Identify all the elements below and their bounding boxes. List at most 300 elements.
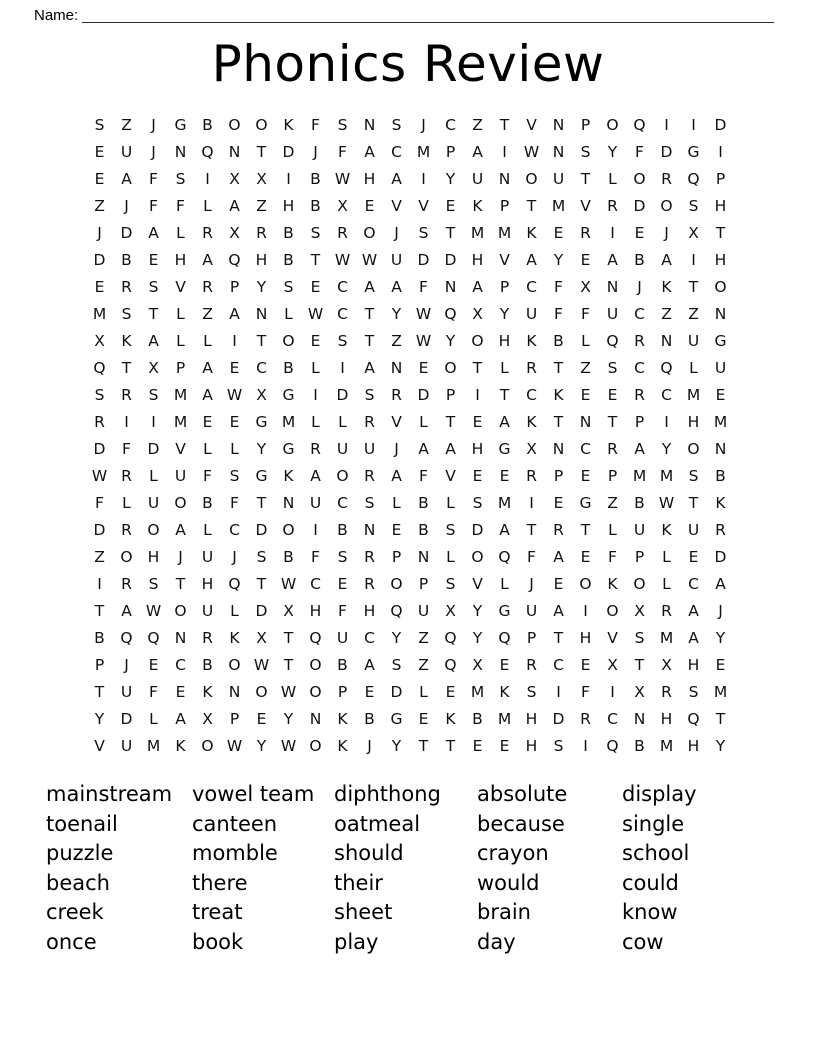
grid-letter[interactable]: J — [421, 116, 426, 134]
grid-letter[interactable]: P — [526, 629, 537, 647]
grid-letter[interactable]: K — [283, 116, 294, 134]
grid-letter[interactable]: V — [499, 251, 510, 269]
grid-letter[interactable]: R — [121, 467, 132, 485]
grid-letter[interactable]: R — [121, 575, 132, 593]
grid-letter[interactable]: N — [363, 521, 376, 539]
grid-letter[interactable]: J — [124, 197, 129, 215]
grid-letter[interactable]: H — [471, 440, 484, 458]
grid-letter[interactable]: P — [499, 197, 510, 215]
grid-letter[interactable]: D — [660, 143, 673, 161]
grid-letter[interactable]: R — [121, 521, 132, 539]
grid-letter[interactable]: X — [688, 224, 699, 242]
grid-letter[interactable]: W — [253, 656, 270, 674]
grid-letter[interactable]: Q — [390, 602, 403, 620]
grid-letter[interactable]: W — [307, 305, 324, 323]
name-write-in-line[interactable] — [82, 21, 774, 23]
grid-letter[interactable]: N — [390, 359, 403, 377]
grid-letter[interactable]: F — [95, 494, 104, 512]
grid-letter[interactable]: O — [120, 548, 133, 566]
grid-letter[interactable]: O — [633, 170, 646, 188]
grid-letter[interactable]: D — [714, 116, 727, 134]
grid-letter[interactable]: C — [553, 656, 564, 674]
grid-letter[interactable]: Y — [661, 440, 672, 458]
grid-letter[interactable]: I — [610, 683, 615, 701]
grid-letter[interactable]: H — [363, 170, 376, 188]
grid-letter[interactable]: J — [151, 143, 156, 161]
grid-letter[interactable]: V — [445, 467, 456, 485]
grid-letter[interactable]: R — [364, 575, 375, 593]
grid-letter[interactable]: N — [255, 305, 268, 323]
grid-letter[interactable]: C — [445, 116, 456, 134]
grid-letter[interactable]: E — [364, 197, 375, 215]
grid-letter[interactable]: O — [660, 197, 673, 215]
grid-letter[interactable]: E — [715, 656, 726, 674]
grid-letter[interactable]: S — [688, 197, 699, 215]
grid-letter[interactable]: Y — [607, 143, 618, 161]
grid-letter[interactable]: A — [121, 602, 132, 620]
word-bank-item[interactable]: cow — [622, 929, 664, 954]
grid-letter[interactable]: O — [606, 116, 619, 134]
grid-letter[interactable]: D — [120, 710, 133, 728]
grid-letter[interactable]: Q — [444, 656, 457, 674]
grid-letter[interactable]: O — [606, 602, 619, 620]
grid-letter[interactable]: Y — [283, 710, 294, 728]
grid-letter[interactable]: E — [580, 656, 591, 674]
grid-letter[interactable]: W — [523, 143, 540, 161]
grid-letter[interactable]: P — [418, 575, 429, 593]
grid-letter[interactable]: F — [527, 548, 536, 566]
grid-letter[interactable]: B — [310, 197, 321, 215]
grid-letter[interactable]: A — [499, 521, 510, 539]
grid-letter[interactable]: S — [688, 683, 699, 701]
grid-letter[interactable]: P — [94, 656, 105, 674]
grid-letter[interactable]: B — [715, 467, 726, 485]
word-bank-item[interactable]: should — [334, 841, 404, 865]
grid-letter[interactable]: T — [148, 305, 159, 323]
grid-letter[interactable]: K — [121, 332, 132, 350]
grid-letter[interactable]: J — [97, 224, 102, 242]
grid-letter[interactable]: U — [471, 170, 484, 188]
word-bank-item[interactable]: because — [477, 811, 565, 836]
grid-letter[interactable]: M — [146, 737, 161, 755]
grid-letter[interactable]: S — [526, 683, 537, 701]
grid-letter[interactable]: L — [230, 440, 239, 458]
grid-letter[interactable]: E — [229, 413, 240, 431]
grid-letter[interactable]: T — [121, 359, 132, 377]
grid-letter[interactable]: J — [178, 548, 183, 566]
grid-letter[interactable]: C — [337, 305, 348, 323]
grid-letter[interactable]: S — [256, 548, 267, 566]
grid-letter[interactable]: X — [148, 359, 159, 377]
grid-letter[interactable]: E — [445, 197, 456, 215]
word-bank-item[interactable]: brain — [477, 900, 531, 924]
grid-letter[interactable]: R — [256, 224, 267, 242]
grid-letter[interactable]: E — [229, 359, 240, 377]
grid-letter[interactable]: F — [338, 602, 347, 620]
grid-letter[interactable]: E — [580, 386, 591, 404]
grid-letter[interactable]: X — [580, 278, 591, 296]
grid-letter[interactable]: S — [148, 278, 159, 296]
grid-letter[interactable]: T — [715, 224, 726, 242]
grid-letter[interactable]: J — [313, 143, 318, 161]
grid-letter[interactable]: O — [471, 332, 484, 350]
grid-letter[interactable]: I — [475, 386, 480, 404]
grid-letter[interactable]: K — [526, 413, 537, 431]
grid-letter[interactable]: H — [579, 629, 592, 647]
grid-letter[interactable]: F — [554, 278, 563, 296]
grid-letter[interactable]: K — [526, 332, 537, 350]
grid-letter[interactable]: N — [228, 143, 241, 161]
grid-letter[interactable]: I — [664, 413, 669, 431]
grid-letter[interactable]: X — [283, 602, 294, 620]
grid-letter[interactable]: A — [175, 521, 186, 539]
grid-letter[interactable]: Y — [391, 629, 402, 647]
grid-letter[interactable]: L — [419, 683, 428, 701]
grid-letter[interactable]: T — [607, 413, 618, 431]
grid-letter[interactable]: V — [391, 413, 402, 431]
grid-letter[interactable]: H — [660, 710, 673, 728]
grid-letter[interactable]: E — [580, 467, 591, 485]
grid-letter[interactable]: F — [581, 305, 590, 323]
grid-letter[interactable]: Z — [607, 494, 618, 512]
grid-letter[interactable]: O — [174, 602, 187, 620]
grid-letter[interactable]: G — [255, 413, 268, 431]
word-bank-item[interactable]: there — [192, 870, 248, 895]
grid-letter[interactable]: J — [151, 116, 156, 134]
grid-letter[interactable]: V — [94, 737, 105, 755]
grid-letter[interactable]: X — [634, 683, 645, 701]
grid-letter[interactable]: S — [391, 116, 402, 134]
grid-letter[interactable]: X — [607, 656, 618, 674]
grid-letter[interactable]: Z — [391, 332, 402, 350]
word-bank-item[interactable]: play — [334, 929, 379, 954]
grid-letter[interactable]: E — [499, 656, 510, 674]
grid-letter[interactable]: K — [607, 575, 618, 593]
grid-letter[interactable]: J — [232, 548, 237, 566]
grid-letter[interactable]: I — [340, 359, 345, 377]
word-bank-item[interactable]: oatmeal — [334, 811, 421, 836]
grid-letter[interactable]: I — [556, 683, 561, 701]
grid-letter[interactable]: N — [660, 332, 673, 350]
grid-letter[interactable]: L — [203, 332, 212, 350]
grid-letter[interactable]: L — [662, 548, 671, 566]
grid-letter[interactable]: R — [661, 602, 672, 620]
grid-letter[interactable]: S — [364, 386, 375, 404]
grid-letter[interactable]: C — [634, 359, 645, 377]
grid-letter[interactable]: F — [635, 143, 644, 161]
grid-letter[interactable]: U — [363, 440, 376, 458]
grid-letter[interactable]: U — [606, 305, 619, 323]
grid-letter[interactable]: W — [280, 575, 297, 593]
grid-letter[interactable]: I — [691, 116, 696, 134]
grid-letter[interactable]: S — [148, 575, 159, 593]
grid-letter[interactable]: Q — [201, 143, 214, 161]
grid-letter[interactable]: E — [418, 359, 429, 377]
grid-letter[interactable]: O — [309, 683, 322, 701]
grid-letter[interactable]: K — [283, 467, 294, 485]
grid-letter[interactable]: H — [525, 710, 538, 728]
grid-letter[interactable]: D — [255, 521, 268, 539]
grid-letter[interactable]: I — [502, 143, 507, 161]
grid-letter[interactable]: O — [147, 521, 160, 539]
grid-letter[interactable]: R — [607, 197, 618, 215]
grid-letter[interactable]: C — [256, 359, 267, 377]
grid-letter[interactable]: A — [472, 143, 483, 161]
grid-letter[interactable]: A — [688, 629, 699, 647]
grid-letter[interactable]: S — [337, 332, 348, 350]
grid-letter[interactable]: B — [283, 548, 294, 566]
grid-letter[interactable]: E — [553, 575, 564, 593]
grid-letter[interactable]: T — [634, 656, 645, 674]
grid-letter[interactable]: L — [446, 548, 455, 566]
grid-letter[interactable]: N — [363, 116, 376, 134]
grid-letter[interactable]: X — [445, 602, 456, 620]
grid-letter[interactable]: X — [634, 602, 645, 620]
grid-letter[interactable]: M — [416, 143, 431, 161]
grid-letter[interactable]: F — [419, 278, 428, 296]
grid-letter[interactable]: M — [497, 224, 512, 242]
grid-letter[interactable]: S — [418, 224, 429, 242]
grid-letter[interactable]: R — [121, 278, 132, 296]
grid-letter[interactable]: W — [658, 494, 675, 512]
grid-letter[interactable]: E — [499, 737, 510, 755]
grid-letter[interactable]: B — [634, 737, 645, 755]
grid-letter[interactable]: R — [580, 224, 591, 242]
grid-letter[interactable]: B — [202, 116, 213, 134]
grid-letter[interactable]: W — [226, 386, 243, 404]
grid-letter[interactable]: Q — [309, 629, 322, 647]
grid-letter[interactable]: S — [337, 116, 348, 134]
grid-letter[interactable]: O — [390, 575, 403, 593]
grid-letter[interactable]: Y — [715, 629, 726, 647]
grid-letter[interactable]: O — [255, 116, 268, 134]
grid-letter[interactable]: E — [310, 332, 321, 350]
grid-letter[interactable]: U — [525, 305, 538, 323]
grid-letter[interactable]: E — [310, 278, 321, 296]
grid-letter[interactable]: S — [553, 737, 564, 755]
grid-letter[interactable]: U — [147, 494, 160, 512]
grid-letter[interactable]: F — [230, 494, 239, 512]
grid-letter[interactable]: Z — [472, 116, 483, 134]
grid-letter[interactable]: L — [662, 575, 671, 593]
grid-letter[interactable]: K — [472, 197, 483, 215]
grid-letter[interactable]: T — [283, 656, 294, 674]
grid-letter[interactable]: Z — [94, 548, 105, 566]
grid-letter[interactable]: T — [688, 494, 699, 512]
grid-letter[interactable]: P — [445, 143, 456, 161]
grid-letter[interactable]: L — [230, 602, 239, 620]
grid-letter[interactable]: O — [336, 467, 349, 485]
grid-letter[interactable]: L — [122, 494, 131, 512]
grid-letter[interactable]: P — [445, 386, 456, 404]
grid-letter[interactable]: D — [93, 521, 106, 539]
grid-letter[interactable]: L — [689, 359, 698, 377]
grid-letter[interactable]: B — [364, 710, 375, 728]
grid-letter[interactable]: D — [417, 251, 430, 269]
grid-letter[interactable]: Y — [256, 440, 267, 458]
grid-letter[interactable]: J — [718, 602, 723, 620]
grid-letter[interactable]: G — [687, 143, 700, 161]
grid-letter[interactable]: V — [391, 197, 402, 215]
grid-letter[interactable]: V — [418, 197, 429, 215]
word-bank-item[interactable]: day — [477, 929, 516, 954]
grid-letter[interactable]: M — [497, 494, 512, 512]
grid-letter[interactable]: Y — [553, 251, 564, 269]
grid-letter[interactable]: F — [311, 116, 320, 134]
grid-letter[interactable]: X — [661, 656, 672, 674]
grid-letter[interactable]: L — [176, 332, 185, 350]
word-bank-item[interactable]: toenail — [46, 811, 118, 836]
grid-letter[interactable]: K — [175, 737, 186, 755]
grid-letter[interactable]: Q — [606, 332, 619, 350]
grid-letter[interactable]: L — [581, 332, 590, 350]
grid-letter[interactable]: F — [149, 170, 158, 188]
grid-letter[interactable]: L — [149, 467, 158, 485]
grid-letter[interactable]: L — [500, 575, 509, 593]
grid-letter[interactable]: D — [417, 386, 430, 404]
grid-letter[interactable]: C — [580, 440, 591, 458]
grid-letter[interactable]: E — [364, 683, 375, 701]
word-bank-item[interactable]: sheet — [334, 900, 393, 924]
grid-letter[interactable]: F — [203, 467, 212, 485]
grid-letter[interactable]: T — [364, 332, 375, 350]
grid-letter[interactable]: N — [714, 305, 727, 323]
grid-letter[interactable]: E — [580, 251, 591, 269]
grid-letter[interactable]: F — [581, 683, 590, 701]
grid-letter[interactable]: B — [283, 359, 294, 377]
grid-letter[interactable]: G — [498, 440, 511, 458]
grid-letter[interactable]: A — [310, 467, 321, 485]
grid-letter[interactable]: A — [499, 413, 510, 431]
grid-letter[interactable]: M — [173, 386, 188, 404]
grid-letter[interactable]: B — [418, 494, 429, 512]
grid-letter[interactable]: S — [634, 629, 645, 647]
word-bank-item[interactable]: mainstream — [46, 782, 173, 806]
grid-letter[interactable]: L — [500, 359, 509, 377]
grid-letter[interactable]: N — [282, 494, 295, 512]
grid-letter[interactable]: A — [202, 359, 213, 377]
grid-letter[interactable]: Y — [391, 305, 402, 323]
grid-letter[interactable]: B — [202, 656, 213, 674]
grid-letter[interactable]: P — [337, 683, 348, 701]
grid-letter[interactable]: R — [553, 521, 564, 539]
grid-letter[interactable]: S — [94, 116, 105, 134]
grid-letter[interactable]: O — [309, 737, 322, 755]
grid-letter[interactable]: W — [361, 251, 378, 269]
grid-letter[interactable]: R — [526, 467, 537, 485]
grid-letter[interactable]: H — [471, 251, 484, 269]
grid-letter[interactable]: N — [552, 143, 565, 161]
grid-letter[interactable]: H — [498, 332, 511, 350]
grid-letter[interactable]: A — [229, 197, 240, 215]
grid-letter[interactable]: P — [634, 548, 645, 566]
grid-letter[interactable]: S — [121, 305, 132, 323]
grid-letter[interactable]: F — [419, 467, 428, 485]
word-bank-item[interactable]: canteen — [192, 811, 278, 836]
grid-letter[interactable]: N — [309, 710, 322, 728]
grid-letter[interactable]: T — [499, 386, 510, 404]
grid-letter[interactable]: A — [202, 386, 213, 404]
grid-letter[interactable]: M — [92, 305, 107, 323]
grid-letter[interactable]: B — [337, 521, 348, 539]
grid-letter[interactable]: A — [553, 602, 564, 620]
grid-letter[interactable]: D — [390, 683, 403, 701]
grid-letter[interactable]: A — [553, 548, 564, 566]
grid-letter[interactable]: T — [472, 359, 483, 377]
grid-letter[interactable]: T — [553, 359, 564, 377]
grid-letter[interactable]: S — [580, 143, 591, 161]
grid-letter[interactable]: X — [472, 305, 483, 323]
grid-letter[interactable]: K — [499, 683, 510, 701]
grid-letter[interactable]: Z — [256, 197, 267, 215]
grid-letter[interactable]: T — [553, 629, 564, 647]
grid-letter[interactable]: C — [688, 575, 699, 593]
grid-letter[interactable]: P — [229, 278, 240, 296]
grid-letter[interactable]: D — [282, 143, 295, 161]
grid-letter[interactable]: U — [417, 602, 430, 620]
grid-letter[interactable]: E — [337, 575, 348, 593]
grid-letter[interactable]: K — [337, 737, 348, 755]
grid-letter[interactable]: A — [364, 359, 375, 377]
grid-letter[interactable]: I — [313, 386, 318, 404]
grid-letter[interactable]: X — [472, 656, 483, 674]
grid-letter[interactable]: S — [391, 656, 402, 674]
grid-letter[interactable]: X — [202, 710, 213, 728]
grid-letter[interactable]: F — [608, 548, 617, 566]
grid-letter[interactable]: A — [391, 467, 402, 485]
grid-letter[interactable]: C — [229, 521, 240, 539]
grid-letter[interactable]: B — [337, 656, 348, 674]
grid-letter[interactable]: T — [283, 629, 294, 647]
grid-letter[interactable]: H — [255, 251, 268, 269]
grid-letter[interactable]: Q — [606, 737, 619, 755]
grid-letter[interactable]: F — [311, 548, 320, 566]
grid-letter[interactable]: O — [363, 224, 376, 242]
grid-letter[interactable]: U — [336, 440, 349, 458]
grid-letter[interactable]: Z — [418, 629, 429, 647]
grid-letter[interactable]: W — [91, 467, 108, 485]
grid-letter[interactable]: P — [715, 170, 726, 188]
grid-letter[interactable]: H — [714, 251, 727, 269]
grid-letter[interactable]: Z — [418, 656, 429, 674]
grid-letter[interactable]: H — [147, 548, 160, 566]
grid-letter[interactable]: E — [148, 656, 159, 674]
grid-letter[interactable]: M — [713, 413, 728, 431]
grid-letter[interactable]: R — [391, 386, 402, 404]
grid-letter[interactable]: A — [634, 440, 645, 458]
grid-letter[interactable]: D — [552, 710, 565, 728]
grid-letter[interactable]: K — [553, 386, 564, 404]
grid-letter[interactable]: O — [579, 575, 592, 593]
grid-letter[interactable]: K — [337, 710, 348, 728]
grid-letter[interactable]: H — [687, 656, 700, 674]
grid-letter[interactable]: O — [201, 737, 214, 755]
grid-letter[interactable]: Y — [472, 602, 483, 620]
grid-letter[interactable]: E — [94, 278, 105, 296]
grid-letter[interactable]: F — [149, 197, 158, 215]
grid-letter[interactable]: N — [714, 440, 727, 458]
grid-letter[interactable]: J — [367, 737, 372, 755]
grid-letter[interactable]: P — [634, 413, 645, 431]
grid-letter[interactable]: A — [391, 170, 402, 188]
grid-letter[interactable]: M — [659, 629, 674, 647]
grid-letter[interactable]: L — [338, 413, 347, 431]
grid-letter[interactable]: S — [445, 575, 456, 593]
word-bank-item[interactable]: puzzle — [46, 841, 114, 865]
grid-letter[interactable]: B — [283, 224, 294, 242]
grid-letter[interactable]: H — [282, 197, 295, 215]
grid-letter[interactable]: L — [203, 197, 212, 215]
